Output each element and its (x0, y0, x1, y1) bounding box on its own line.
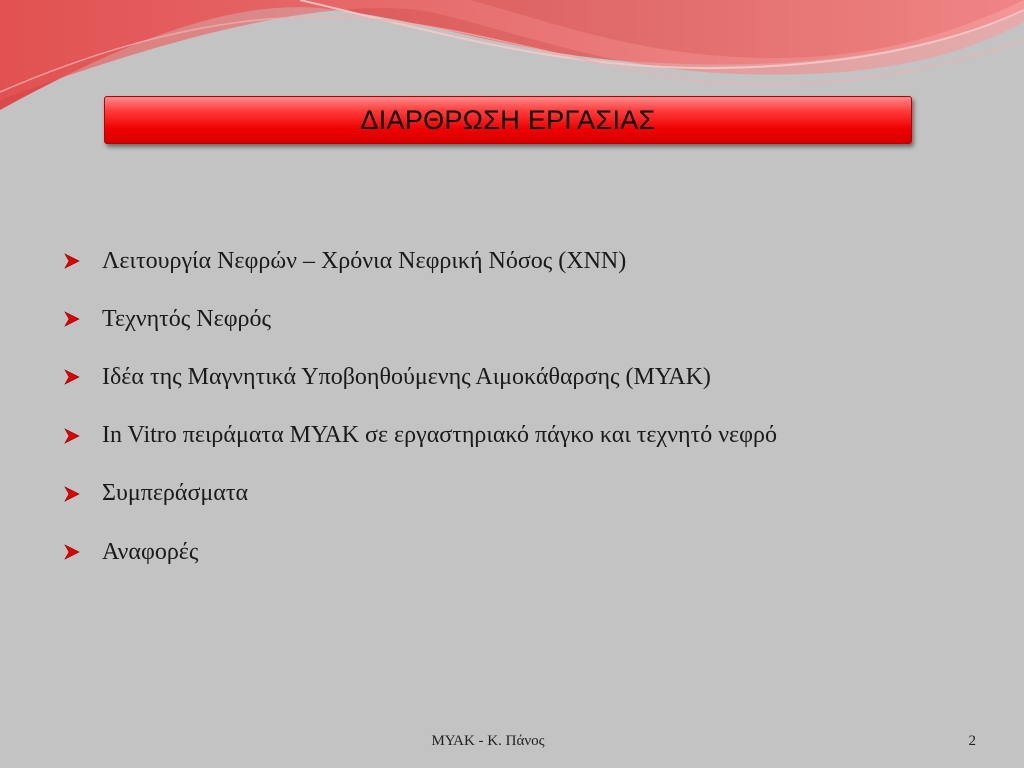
arrowhead-bullet-icon (64, 311, 80, 327)
bullet-text: Συμπεράσματα (102, 480, 249, 507)
list-item (64, 465, 777, 523)
arrowhead-bullet-icon (64, 369, 80, 385)
bullet-text: In Vitro πειράματα ΜΥΑΚ σε εργαστηριακό πάγκο και τεχνητό νεφρό (102, 422, 777, 449)
bullet-text: Αναφορές (102, 538, 199, 565)
arrowhead-bullet-icon (64, 544, 80, 560)
list-item (64, 523, 777, 581)
list-item (64, 407, 777, 465)
bullet-text: Λειτουργία Νεφρών – Χρόνια Νεφρική Νόσος (ΧΝΝ) (102, 247, 627, 274)
footer-text: ΜΥΑΚ - Κ. Πάνος (431, 733, 545, 749)
arrowhead-bullet-icon (64, 428, 80, 444)
slide-title: ΔΙΑΡΘΡΩΣΗ ΕΡΓΑΣΙΑΣ (360, 104, 656, 135)
list-item (64, 348, 777, 406)
page-number: 2 (968, 733, 976, 749)
bullet-text: Ιδέα της Μαγνητικά Υποβοηθούμενης Αιμοκάθαρσης (ΜΥΑΚ) (102, 363, 711, 390)
list-item (64, 290, 777, 348)
bullet-list (64, 232, 777, 581)
title-banner (104, 96, 912, 144)
list-item (64, 232, 777, 290)
bullet-text: Τεχνητός Νεφρός (102, 305, 272, 332)
arrowhead-bullet-icon (64, 486, 80, 502)
arrowhead-bullet-icon (64, 253, 80, 269)
